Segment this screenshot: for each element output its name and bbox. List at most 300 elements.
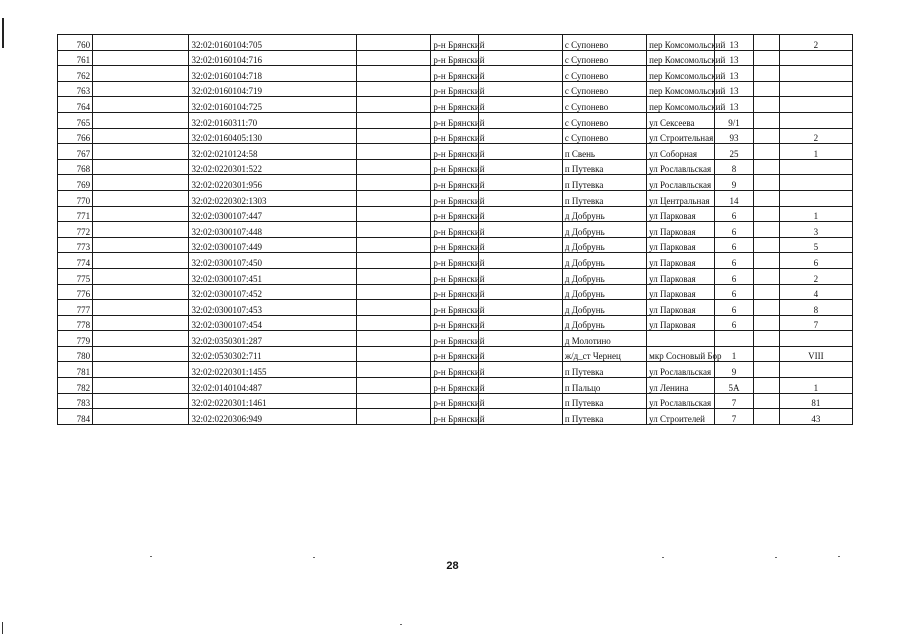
- row-number-cell: 760: [58, 35, 93, 51]
- house-number-cell: 6: [715, 253, 753, 269]
- apartment-cell: [779, 66, 852, 82]
- apartment-cell: [779, 112, 852, 128]
- table-row: [58, 253, 853, 269]
- cadastral-number-cell: 32:02:0220302:1303: [189, 190, 357, 206]
- table-row: [58, 175, 853, 191]
- row-number-cell: 767: [58, 144, 93, 160]
- apartment-cell: 1: [779, 144, 852, 160]
- street-cell: пер Комсомольский: [647, 81, 715, 97]
- street-cell: ул Парковая: [647, 268, 715, 284]
- district-cell: р-н Брянский: [431, 81, 478, 97]
- district-cell: р-н Брянский: [431, 175, 478, 191]
- cadastral-number-cell: 32:02:0160104:718: [189, 66, 357, 82]
- empty-cell: [357, 253, 431, 269]
- empty-cell: [93, 175, 189, 191]
- empty-cell: [478, 144, 562, 160]
- empty-cell: [357, 315, 431, 331]
- apartment-cell: 81: [779, 393, 852, 409]
- apartment-cell: VIII: [779, 346, 852, 362]
- empty-cell: [478, 190, 562, 206]
- table-row: [58, 206, 853, 222]
- empty-cell: [753, 175, 779, 191]
- empty-cell: [357, 300, 431, 316]
- empty-cell: [357, 35, 431, 51]
- table-row: [58, 50, 853, 66]
- table-row: [58, 346, 853, 362]
- locality-cell: п Путевка: [562, 393, 646, 409]
- scan-speck: [150, 556, 152, 557]
- cadastral-number-cell: 32:02:0160104:719: [189, 81, 357, 97]
- house-number-cell: 6: [715, 268, 753, 284]
- cadastral-number-cell: 32:02:0300107:451: [189, 268, 357, 284]
- house-number-cell: 9: [715, 175, 753, 191]
- cadastral-number-cell: 32:02:0530302:711: [189, 346, 357, 362]
- empty-cell: [357, 331, 431, 347]
- district-cell: р-н Брянский: [431, 128, 478, 144]
- row-number-cell: 770: [58, 190, 93, 206]
- district-cell: р-н Брянский: [431, 159, 478, 175]
- apartment-cell: 3: [779, 222, 852, 238]
- apartment-cell: 2: [779, 128, 852, 144]
- locality-cell: с Супонево: [562, 35, 646, 51]
- apartment-cell: 1: [779, 378, 852, 394]
- empty-cell: [93, 159, 189, 175]
- scan-speck: [775, 557, 777, 558]
- empty-cell: [357, 81, 431, 97]
- row-number-cell: 768: [58, 159, 93, 175]
- locality-cell: д Добрунь: [562, 300, 646, 316]
- empty-cell: [93, 237, 189, 253]
- district-cell: р-н Брянский: [431, 331, 478, 347]
- empty-cell: [93, 144, 189, 160]
- table-row: [58, 237, 853, 253]
- empty-cell: [753, 331, 779, 347]
- row-number-cell: 783: [58, 393, 93, 409]
- apartment-cell: [779, 190, 852, 206]
- empty-cell: [357, 362, 431, 378]
- locality-cell: д Добрунь: [562, 284, 646, 300]
- row-number-cell: 782: [58, 378, 93, 394]
- street-cell: ул Парковая: [647, 237, 715, 253]
- empty-cell: [93, 81, 189, 97]
- cadastral-number-cell: 32:02:0300107:449: [189, 237, 357, 253]
- empty-cell: [93, 206, 189, 222]
- page-number: 28: [446, 560, 459, 572]
- district-cell: р-н Брянский: [431, 253, 478, 269]
- street-cell: ул Парковая: [647, 206, 715, 222]
- apartment-cell: [779, 50, 852, 66]
- row-number-cell: 773: [58, 237, 93, 253]
- scan-speck: [838, 556, 840, 557]
- empty-cell: [753, 393, 779, 409]
- row-number-cell: 769: [58, 175, 93, 191]
- house-number-cell: 14: [715, 190, 753, 206]
- empty-cell: [478, 300, 562, 316]
- row-number-cell: 779: [58, 331, 93, 347]
- street-cell: ул Рославльская: [647, 159, 715, 175]
- street-cell: пер Комсомольский: [647, 50, 715, 66]
- house-number-cell: 6: [715, 300, 753, 316]
- empty-cell: [93, 190, 189, 206]
- empty-cell: [478, 206, 562, 222]
- empty-cell: [753, 378, 779, 394]
- table-row: [58, 128, 853, 144]
- district-cell: р-н Брянский: [431, 237, 478, 253]
- scan-speck: [313, 557, 315, 558]
- row-number-cell: 763: [58, 81, 93, 97]
- empty-cell: [753, 159, 779, 175]
- district-cell: р-н Брянский: [431, 409, 478, 425]
- row-number-cell: 765: [58, 112, 93, 128]
- district-cell: р-н Брянский: [431, 393, 478, 409]
- empty-cell: [478, 35, 562, 51]
- row-number-cell: 777: [58, 300, 93, 316]
- locality-cell: п Путевка: [562, 362, 646, 378]
- row-number-cell: 784: [58, 409, 93, 425]
- table-row: [58, 300, 853, 316]
- table-row: [58, 268, 853, 284]
- empty-cell: [478, 128, 562, 144]
- street-cell: ул Парковая: [647, 300, 715, 316]
- empty-cell: [357, 237, 431, 253]
- locality-cell: п Свень: [562, 144, 646, 160]
- table-row: [58, 66, 853, 82]
- empty-cell: [357, 378, 431, 394]
- scan-margin-mark: [2, 18, 4, 48]
- district-cell: р-н Брянский: [431, 66, 478, 82]
- locality-cell: д Добрунь: [562, 253, 646, 269]
- table-row: [58, 378, 853, 394]
- empty-cell: [357, 128, 431, 144]
- apartment-cell: 43: [779, 409, 852, 425]
- row-number-cell: 762: [58, 66, 93, 82]
- empty-cell: [93, 253, 189, 269]
- row-number-cell: 776: [58, 284, 93, 300]
- locality-cell: д Добрунь: [562, 237, 646, 253]
- scan-margin-mark: [2, 622, 3, 634]
- empty-cell: [753, 81, 779, 97]
- empty-cell: [753, 346, 779, 362]
- empty-cell: [357, 284, 431, 300]
- house-number-cell: 5А: [715, 378, 753, 394]
- district-cell: р-н Брянский: [431, 346, 478, 362]
- district-cell: р-н Брянский: [431, 97, 478, 113]
- locality-cell: с Супонево: [562, 81, 646, 97]
- empty-cell: [478, 315, 562, 331]
- table-row: [58, 222, 853, 238]
- empty-cell: [93, 393, 189, 409]
- cadastral-number-cell: 32:02:0220301:522: [189, 159, 357, 175]
- cadastral-number-cell: 32:02:0300107:448: [189, 222, 357, 238]
- empty-cell: [753, 190, 779, 206]
- cadastral-number-cell: 32:02:0160104:705: [189, 35, 357, 51]
- house-number-cell: 9/1: [715, 112, 753, 128]
- row-number-cell: 771: [58, 206, 93, 222]
- district-cell: р-н Брянский: [431, 378, 478, 394]
- empty-cell: [93, 362, 189, 378]
- district-cell: р-н Брянский: [431, 222, 478, 238]
- street-cell: ул Рославльская: [647, 393, 715, 409]
- empty-cell: [93, 66, 189, 82]
- house-number-cell: 6: [715, 315, 753, 331]
- empty-cell: [357, 268, 431, 284]
- row-number-cell: 775: [58, 268, 93, 284]
- apartment-cell: 2: [779, 35, 852, 51]
- empty-cell: [357, 159, 431, 175]
- cadastral-number-cell: 32:02:0160104:725: [189, 97, 357, 113]
- table-row: [58, 112, 853, 128]
- empty-cell: [478, 253, 562, 269]
- table-row: [58, 159, 853, 175]
- locality-cell: д Молотино: [562, 331, 646, 347]
- house-number-cell: 6: [715, 222, 753, 238]
- locality-cell: д Добрунь: [562, 206, 646, 222]
- scan-speck: [662, 557, 664, 558]
- table-row: [58, 144, 853, 160]
- empty-cell: [478, 50, 562, 66]
- district-cell: р-н Брянский: [431, 50, 478, 66]
- table-row: [58, 393, 853, 409]
- empty-cell: [357, 393, 431, 409]
- house-number-cell: [715, 331, 753, 347]
- locality-cell: д Добрунь: [562, 315, 646, 331]
- table-row: [58, 315, 853, 331]
- street-cell: ул Соборная: [647, 144, 715, 160]
- street-cell: ул Сексеева: [647, 112, 715, 128]
- locality-cell: д Добрунь: [562, 268, 646, 284]
- apartment-cell: [779, 175, 852, 191]
- cadastral-number-cell: 32:02:0160311:70: [189, 112, 357, 128]
- row-number-cell: 778: [58, 315, 93, 331]
- empty-cell: [357, 97, 431, 113]
- house-number-cell: 6: [715, 206, 753, 222]
- empty-cell: [93, 409, 189, 425]
- house-number-cell: 25: [715, 144, 753, 160]
- locality-cell: д Добрунь: [562, 222, 646, 238]
- cadastral-number-cell: 32:02:0160405:130: [189, 128, 357, 144]
- empty-cell: [478, 409, 562, 425]
- street-cell: пер Комсомольский: [647, 35, 715, 51]
- row-number-cell: 780: [58, 346, 93, 362]
- empty-cell: [93, 97, 189, 113]
- empty-cell: [753, 237, 779, 253]
- row-number-cell: 761: [58, 50, 93, 66]
- empty-cell: [93, 112, 189, 128]
- apartment-cell: [779, 362, 852, 378]
- apartment-cell: [779, 331, 852, 347]
- empty-cell: [357, 222, 431, 238]
- empty-cell: [753, 362, 779, 378]
- table-row: [58, 190, 853, 206]
- cadastral-number-cell: 32:02:0140104:487: [189, 378, 357, 394]
- cadastral-number-cell: 32:02:0300107:450: [189, 253, 357, 269]
- empty-cell: [753, 97, 779, 113]
- empty-cell: [93, 378, 189, 394]
- empty-cell: [478, 268, 562, 284]
- locality-cell: с Супонево: [562, 112, 646, 128]
- empty-cell: [93, 284, 189, 300]
- locality-cell: п Путевка: [562, 175, 646, 191]
- empty-cell: [478, 284, 562, 300]
- cadastral-number-cell: 32:02:0160104:716: [189, 50, 357, 66]
- empty-cell: [478, 331, 562, 347]
- cadastral-number-cell: 32:02:0220301:1461: [189, 393, 357, 409]
- street-cell: ул Рославльская: [647, 362, 715, 378]
- apartment-cell: [779, 81, 852, 97]
- district-cell: р-н Брянский: [431, 35, 478, 51]
- empty-cell: [357, 66, 431, 82]
- district-cell: р-н Брянский: [431, 144, 478, 160]
- empty-cell: [753, 50, 779, 66]
- house-number-cell: 13: [715, 66, 753, 82]
- empty-cell: [753, 112, 779, 128]
- row-number-cell: 772: [58, 222, 93, 238]
- street-cell: ул Парковая: [647, 222, 715, 238]
- street-cell: ул Ленина: [647, 378, 715, 394]
- table-row: [58, 331, 853, 347]
- apartment-cell: 1: [779, 206, 852, 222]
- empty-cell: [93, 128, 189, 144]
- locality-cell: с Супонево: [562, 97, 646, 113]
- table-row: [58, 97, 853, 113]
- locality-cell: п Путевка: [562, 159, 646, 175]
- empty-cell: [753, 300, 779, 316]
- empty-cell: [753, 144, 779, 160]
- table-row: [58, 81, 853, 97]
- house-number-cell: 13: [715, 50, 753, 66]
- property-registry-table: [57, 34, 853, 425]
- street-cell: [647, 331, 715, 347]
- apartment-cell: 5: [779, 237, 852, 253]
- street-cell: пер Комсомольский: [647, 97, 715, 113]
- empty-cell: [478, 237, 562, 253]
- cadastral-number-cell: 32:02:0300107:452: [189, 284, 357, 300]
- house-number-cell: 7: [715, 393, 753, 409]
- row-number-cell: 774: [58, 253, 93, 269]
- empty-cell: [753, 206, 779, 222]
- empty-cell: [357, 144, 431, 160]
- empty-cell: [478, 97, 562, 113]
- empty-cell: [753, 284, 779, 300]
- street-cell: ул Парковая: [647, 253, 715, 269]
- empty-cell: [478, 346, 562, 362]
- locality-cell: п Путевка: [562, 409, 646, 425]
- apartment-cell: 7: [779, 315, 852, 331]
- district-cell: р-н Брянский: [431, 268, 478, 284]
- house-number-cell: 6: [715, 237, 753, 253]
- district-cell: р-н Брянский: [431, 206, 478, 222]
- row-number-cell: 764: [58, 97, 93, 113]
- locality-cell: ж/д_ст Чернец: [562, 346, 646, 362]
- empty-cell: [93, 268, 189, 284]
- cadastral-number-cell: 32:02:0220301:1455: [189, 362, 357, 378]
- house-number-cell: 13: [715, 35, 753, 51]
- house-number-cell: 13: [715, 81, 753, 97]
- house-number-cell: 8: [715, 159, 753, 175]
- empty-cell: [478, 362, 562, 378]
- district-cell: р-н Брянский: [431, 362, 478, 378]
- cadastral-number-cell: 32:02:0300107:454: [189, 315, 357, 331]
- locality-cell: с Супонево: [562, 50, 646, 66]
- table-body: [58, 35, 853, 425]
- table-row: [58, 362, 853, 378]
- table-row: [58, 284, 853, 300]
- empty-cell: [478, 112, 562, 128]
- empty-cell: [357, 50, 431, 66]
- street-cell: ул Парковая: [647, 315, 715, 331]
- empty-cell: [753, 66, 779, 82]
- empty-cell: [478, 66, 562, 82]
- apartment-cell: [779, 97, 852, 113]
- apartment-cell: 2: [779, 268, 852, 284]
- house-number-cell: 7: [715, 409, 753, 425]
- district-cell: р-н Брянский: [431, 112, 478, 128]
- house-number-cell: 6: [715, 284, 753, 300]
- district-cell: р-н Брянский: [431, 284, 478, 300]
- street-cell: ул Строительная: [647, 128, 715, 144]
- cadastral-number-cell: 32:02:0300107:447: [189, 206, 357, 222]
- empty-cell: [357, 190, 431, 206]
- cadastral-number-cell: 32:02:0220301:956: [189, 175, 357, 191]
- district-cell: р-н Брянский: [431, 300, 478, 316]
- empty-cell: [753, 222, 779, 238]
- empty-cell: [357, 346, 431, 362]
- street-cell: пер Комсомольский: [647, 66, 715, 82]
- empty-cell: [753, 128, 779, 144]
- house-number-cell: 1: [715, 346, 753, 362]
- street-cell: ул Парковая: [647, 284, 715, 300]
- empty-cell: [93, 222, 189, 238]
- house-number-cell: 13: [715, 97, 753, 113]
- apartment-cell: 6: [779, 253, 852, 269]
- locality-cell: с Супонево: [562, 128, 646, 144]
- table-row: [58, 35, 853, 51]
- cadastral-number-cell: 32:02:0220306:949: [189, 409, 357, 425]
- empty-cell: [753, 409, 779, 425]
- empty-cell: [478, 175, 562, 191]
- street-cell: ул Рославльская: [647, 175, 715, 191]
- empty-cell: [357, 112, 431, 128]
- apartment-cell: [779, 159, 852, 175]
- district-cell: р-н Брянский: [431, 315, 478, 331]
- empty-cell: [357, 206, 431, 222]
- locality-cell: п Путевка: [562, 190, 646, 206]
- scan-speck: [400, 624, 402, 625]
- empty-cell: [753, 253, 779, 269]
- empty-cell: [93, 50, 189, 66]
- district-cell: р-н Брянский: [431, 190, 478, 206]
- street-cell: ул Центральная: [647, 190, 715, 206]
- row-number-cell: 766: [58, 128, 93, 144]
- apartment-cell: 8: [779, 300, 852, 316]
- locality-cell: с Супонево: [562, 66, 646, 82]
- row-number-cell: 781: [58, 362, 93, 378]
- cadastral-number-cell: 32:02:0210124:58: [189, 144, 357, 160]
- empty-cell: [93, 315, 189, 331]
- empty-cell: [357, 409, 431, 425]
- apartment-cell: 4: [779, 284, 852, 300]
- empty-cell: [93, 331, 189, 347]
- empty-cell: [357, 175, 431, 191]
- empty-cell: [478, 393, 562, 409]
- table-row: [58, 409, 853, 425]
- cadastral-number-cell: 32:02:0350301:287: [189, 331, 357, 347]
- empty-cell: [478, 81, 562, 97]
- street-cell: мкр Сосновый Бор: [647, 346, 715, 362]
- house-number-cell: 93: [715, 128, 753, 144]
- empty-cell: [753, 315, 779, 331]
- empty-cell: [93, 300, 189, 316]
